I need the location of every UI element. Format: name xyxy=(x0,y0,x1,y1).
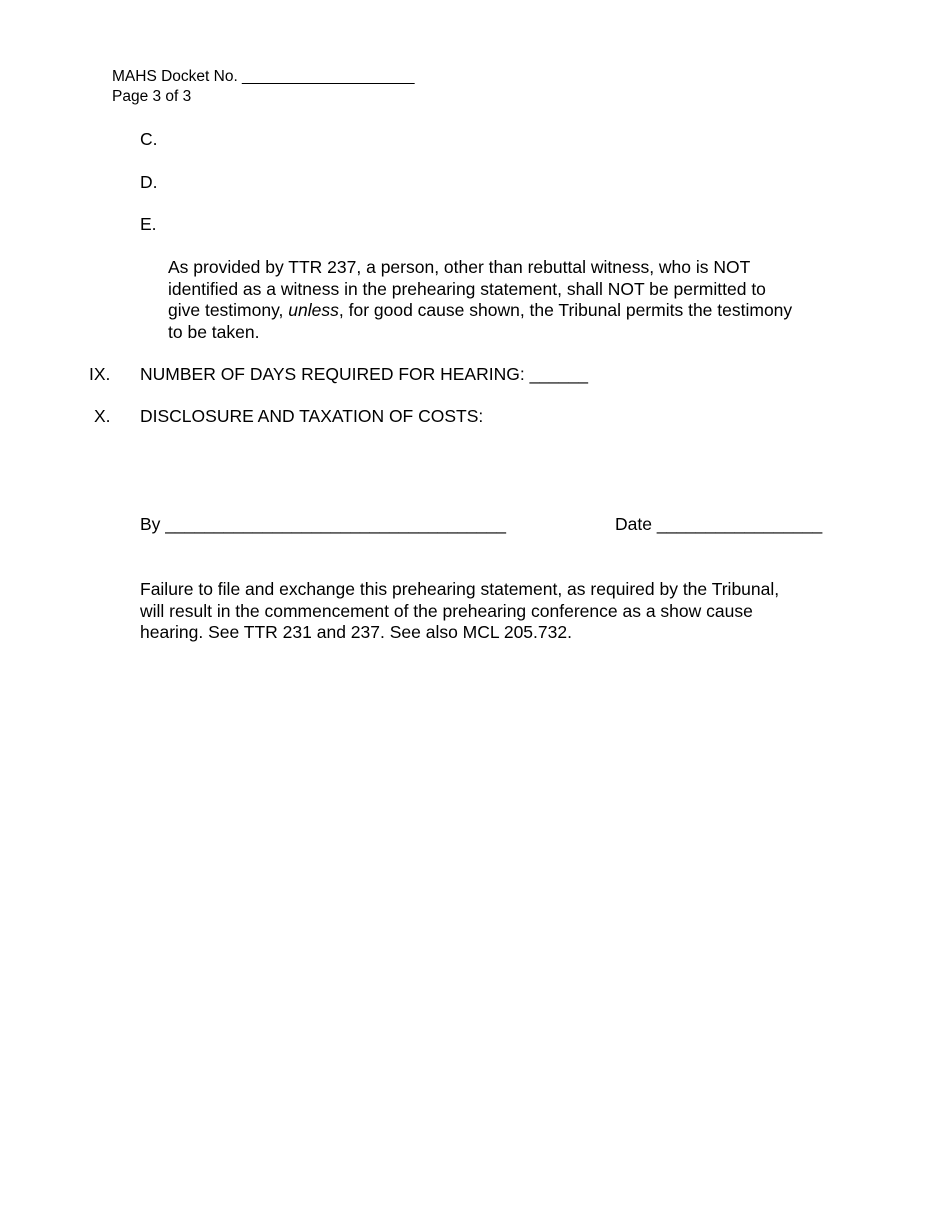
failure-notice-line: will result in the commencement of the prehearing conference as a show cause xyxy=(140,600,753,621)
testimony-notice-line xyxy=(168,300,792,322)
section-ix-heading: NUMBER OF DAYS REQUIRED FOR HEARING: ______ xyxy=(140,364,588,384)
page-number: Page 3 of 3 xyxy=(112,88,192,105)
section-x-heading: DISCLOSURE AND TAXATION OF COSTS: xyxy=(140,406,484,426)
testimony-notice-line: As provided by TTR 237, a person, other than rebuttal witness, who is NOT xyxy=(168,257,751,277)
signature-by-line: By ___________________________________ xyxy=(140,514,506,534)
testimony-notice-text: give testimony, xyxy=(168,300,289,321)
section-x-numeral: X. xyxy=(94,406,111,426)
testimony-notice-paragraph xyxy=(168,257,792,343)
docket-number-line: MAHS Docket No. ____________________ xyxy=(112,68,415,85)
item-c-label: C. xyxy=(140,129,158,149)
unless-emphasis: unless xyxy=(288,300,339,321)
testimony-notice-text: , for good cause shown, the Tribunal permits the testimony xyxy=(338,300,793,321)
failure-notice-paragraph xyxy=(140,579,779,644)
testimony-notice-line: to be taken. xyxy=(168,321,260,342)
signature-date-line: Date _________________ xyxy=(615,514,823,534)
section-ix-numeral: IX. xyxy=(89,364,111,384)
item-d-label: D. xyxy=(140,172,158,192)
failure-notice-line: Failure to file and exchange this prehearing statement, as required by the Tribunal, xyxy=(140,579,780,599)
item-e-label: E. xyxy=(140,214,157,234)
testimony-notice-line: identified as a witness in the prehearing statement, shall NOT be permitted to xyxy=(168,278,766,299)
failure-notice-line: hearing. See TTR 231 and 237. See also MCL 205.732. xyxy=(140,622,572,643)
